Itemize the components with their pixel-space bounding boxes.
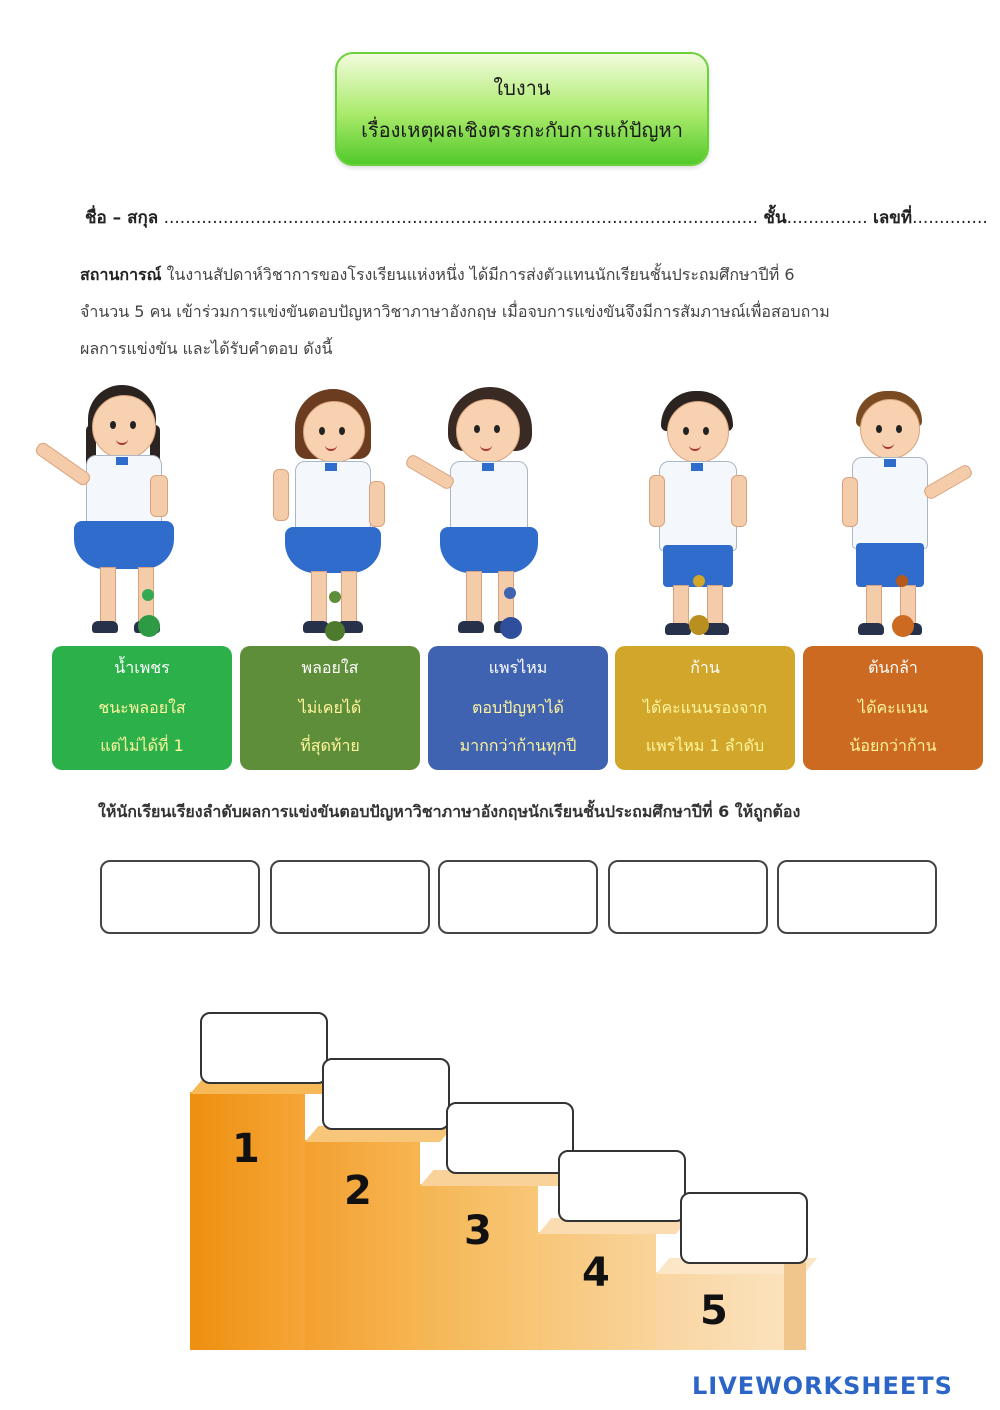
podium-answer-box-2[interactable] (322, 1058, 450, 1130)
clue-card-line-2: แพรไหม 1 ลำดับ (645, 736, 765, 755)
student-illustration-3 (400, 385, 550, 645)
name-blank[interactable]: .............................................................................................................. (163, 208, 758, 228)
clue-card-line-1: ได้คะแนนรองจาก (643, 698, 767, 717)
clue-card-kan (615, 646, 795, 770)
liveworksheets-logo: LIVEWORKSHEETS (692, 1372, 953, 1400)
clue-card-line-1: ตอบปัญหาได้ (472, 698, 564, 717)
podium-rank-2: 2 (344, 1168, 372, 1214)
worksheet-topic: เรื่องเหตุผลเชิงตรรกะกับการแก้ปัญหา (361, 118, 683, 142)
podium-answer-box-4[interactable] (558, 1150, 686, 1222)
number-label: เลขที่ (873, 208, 913, 228)
clue-card-name: พลอยใส (301, 658, 359, 677)
scenario-line-1: ในงานสัปดาห์วิชาการของโรงเรียนแห่งหนึ่ง ได้มีการส่งตัวแทนนักเรียนชั้นประถมศึกษาปีที่ 6 (166, 265, 795, 284)
clue-card-line-1: ชนะพลอยใส (98, 698, 186, 717)
clue-card-line-2: แต่ไม่ได้ที่ 1 (100, 736, 184, 755)
scenario-text (80, 256, 920, 367)
clue-card-line-2: น้อยกว่าก้าน (849, 736, 937, 755)
clue-card-line-2: ที่สุดท้าย (300, 736, 360, 755)
podium-answer-box-5[interactable] (680, 1192, 808, 1264)
podium-rank-4: 4 (582, 1250, 610, 1296)
class-blank[interactable]: ............... (786, 208, 868, 228)
student-illustration-2 (265, 385, 395, 645)
worksheet-title-box (335, 52, 709, 166)
answer-box-5[interactable] (777, 860, 937, 934)
clue-card-tonkla (803, 646, 983, 770)
podium-answer-box-3[interactable] (446, 1102, 574, 1174)
answer-box-4[interactable] (608, 860, 768, 934)
scenario-line-2: จำนวน 5 คน เข้าร่วมการแข่งขันตอบปัญหาวิชาภาษาอังกฤษ เมื่อจบการแข่งขันจึงมีการสัมภาษณ์เพื่อสอบถาม (80, 302, 830, 321)
clue-card-name: ต้นกล้า (868, 658, 918, 677)
clue-card-line-1: ไม่เคยได้ (298, 698, 362, 717)
clue-card-line-2: มากกว่าก้านทุกปี (459, 736, 577, 755)
student-info-line (85, 204, 988, 231)
number-blank[interactable]: .............. (912, 208, 988, 228)
podium-rank-5: 5 (700, 1288, 728, 1334)
podium-rank-3: 3 (464, 1208, 492, 1254)
student-illustration-1 (30, 385, 200, 645)
answer-box-3[interactable] (438, 860, 598, 934)
clue-card-ploysai (240, 646, 420, 770)
podium-answer-box-1[interactable] (200, 1012, 328, 1084)
student-illustration-5 (840, 385, 980, 645)
clue-card-line-1: ได้คะแนน (858, 698, 928, 717)
clue-card-name: แพรไหม (488, 658, 548, 677)
scenario-heading: สถานการณ์ (80, 265, 162, 284)
podium-rank-1: 1 (232, 1126, 260, 1172)
answer-box-1[interactable] (100, 860, 260, 934)
clue-card-name: ก้าน (690, 658, 720, 677)
clue-card-name: น้ำเพชร (114, 658, 170, 677)
scenario-line-3: ผลการแข่งขัน และได้รับคำตอบ ดังนี้ (80, 339, 333, 358)
student-illustration-4 (645, 385, 755, 645)
name-label: ชื่อ – สกุล (85, 208, 159, 228)
worksheet-label: ใบงาน (493, 76, 551, 100)
class-label: ชั้น (763, 208, 787, 228)
clue-card-namphet (52, 646, 232, 770)
clue-card-praemai (428, 646, 608, 770)
instruction-text: ให้นักเรียนเรียงลำดับผลการแข่งขันตอบปัญหาวิชาภาษาอังกฤษนักเรียนชั้นประถมศึกษาปีที่ 6 ให้ถูกต้อง (98, 802, 801, 821)
answer-box-2[interactable] (270, 860, 430, 934)
